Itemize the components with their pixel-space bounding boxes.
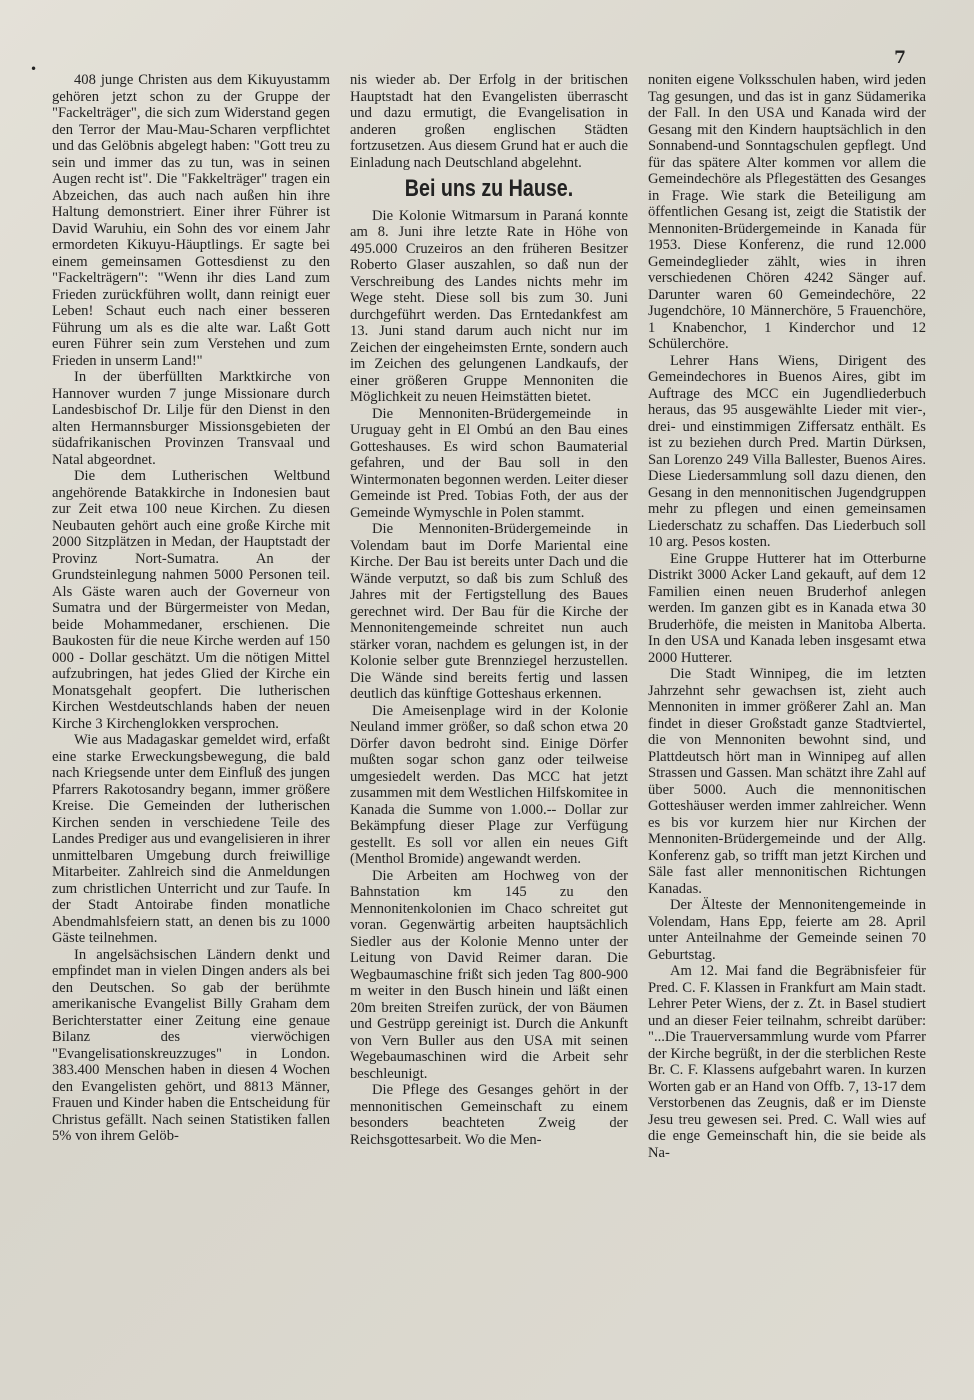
article-paragraph: In der überfüllten Marktkirche von Hannover wurden 7 junge Missionare durch Landesbischof Dr. Lilje für den Dienst in den alten Hermannsburger Missionsgebieten der südafrikanischen Provinzen Transvaal und Natal abgeordnet. — [52, 369, 330, 468]
article-paragraph: Die Mennoniten-Brüdergemeinde in Volendam baut im Dorfe Mariental eine Kirche. Der Bau ist bereits unter Dach und die Wände verputzt, so daß bis zum Schluß des Jahres mit der Fertigstellung des Baues gerechnet wird. Der Bau für die Kirche der Mennonitengemeinde schreitet nun auch stärker voran, nachdem es gelungen ist, in der Kolonie selber gute Brennziegel herzustellen. Die Wände sind bereits fertig und lassen deutlich das künftige Gotteshaus erkennen. — [350, 521, 628, 702]
article-paragraph: Die Stadt Winnipeg, die im letzten Jahrzehnt sehr gewachsen ist, zieht auch Mennoniten in immer größerer Zahl an. Man findet in dieser Großstadt ganze Stadtviertel, die von Mennoniten bewohnt sind, und Plattdeutsch hört man in Winnipeg auf allen Strassen und Gassen. Man schätzt ihre Zahl auf über 5000. Auch die mennonitischen Gotteshäuser werden immer zahlreicher. Wenn es bis vor kurzem hier nur Kirchen der Mennoniten-Brüdergemeinde und der Allg. Konferenz gab, so trifft man jetzt Kirchen und Säle fast aller mennonitischen Richtungen Kanadas. — [648, 666, 926, 897]
article-paragraph: Wie aus Madagaskar gemeldet wird, erfaßt eine starke Erweckungsbewegung, die bald nach Kriegsende unter dem Einfluß des jungen Pfarrers Rakotosandry begann, immer größere Kreise. Die Gemeinden der lutherischen Kirchen senden in verschiedene Teile des Landes Prediger aus und evangelisieren in ihrer unmittelbaren Umgebung durch freiwillige Mitarbeiter. Zahlreich sind die Anmeldungen zum christlichen Unterricht und zur Taufe. In der Stadt Antoirabe finden monatliche Abendmahlsfeiern statt, an denen bis zu 1000 Gäste teilnehmen. — [52, 732, 330, 946]
article-paragraph-continued: nis wieder ab. Der Erfolg in der britischen Hauptstadt hat den Evangelisten überrascht und dazu ermutigt, die Evangelisation in anderen großen englischen Städten fortzusetzen. Aus diesem Grund hat er auch die Einladung nach Deutschland abgelehnt. — [350, 72, 628, 171]
article-paragraph: 408 junge Christen aus dem Kikuyustamm gehören jetzt schon zu der Gruppe der "Fackelträger", die sich zum Widerstand gegen den Terror der Mau-Mau-Scharen verpflichtet und das Gelöbnis abgelegt haben: "Gott treu zu sein und immer das zu tun, was in seinen Augen recht ist". Die "Fakkelträger" tragen ein Abzeichen, das auch nach außen hin ihre Haltung demonstriert. Einer ihrer Führer ist David Waruhiu, ein Sohn des vor einem Jahr ermordeten Kikuyu-Häuptlings. Er sagte bei einem gemeinsamen Gottesdienst zu den "Fackelträgern": "Wenn ihr dies Land zum Frieden zurückführen wollt, dann reinigt euer Leben! Schaut euch nach einer besseren Führung um als es die alte war. Laßt Gott euren Führer sein zum Verstehen und zum Frieden in unserm Land!" — [52, 72, 330, 369]
article-paragraph-continued: noniten eigene Volksschulen haben, wird jeden Tag gesungen, und das ist in ganz Südamerika der Fall. In den USA und Kanada wird der Gesang mit den Kindern hauptsächlich in den Sonnabend-und Sonntagschulen gepflegt. Und für das spätere Alter kommen vor allem die Gemeindechöre als Pflegestätten des Gesanges in Frage. Wie stark die Beteiligung am öffentlichen Gesang ist, zeigt die Statistik der Mennoniten-Brüdergemeinde in Kanada für 1953. Diese Konferenz, die rund 12.000 Gemeindeglieder zählt, wies in ihren verschiedenen Chören 4242 Sänger auf. Darunter waren 60 Gemeindechöre, 22 Jugendchöre, 10 Männerchöre, 5 Frauenchöre, 1 Knabenchor, 1 Kinderchor und 12 Schülerchöre. — [648, 72, 926, 352]
article-paragraph: Die Kolonie Witmarsum in Paraná konnte am 8. Juni ihre letzte Rate in Höhe von 495.000 Cruzeiros an den früheren Besitzer Roberto Glaser auszahlen, so daß nun der Verschreibung des Landes nichts mehr im Wege steht. Diese soll bis zum 30. Juni durchgeführt werden. Das Erntedankfest am 13. Juni stand darum auch nicht nur im Zeichen der eingeheimsten Ernte, sondern auch im Zeichen des gelungenen Landkaufs, der einer größeren Gruppe Mennoniten die Möglichkeit zu neuen Heimstätten bietet. — [350, 207, 628, 405]
column-right — [648, 72, 926, 1382]
article-paragraph: Die Mennoniten-Brüdergemeinde in Uruguay geht in El Ombú an den Bau eines Gotteshauses. Es wird schon Baumaterial gefahren, und der Bau soll in den Wintermonaten begonnen werden. Leiter dieser Gemeinde ist Pred. Tobias Foth, der aus der Gemeinde Wymyschle in Polen stammt. — [350, 405, 628, 521]
article-paragraph: Die Ameisenplage wird in der Kolonie Neuland immer größer, so daß schon etwa 20 Dörfer davon bedroht sind. Einige Dörfer mußten sogar schon ganz oder teilweise umgesiedelt werden. Das MCC hat jetzt zusammen mit dem Westlichen Hilfskomitee in Kanada die Summe von 1.000.-- Dollar zur Bekämpfung dieser Plage zur Verfügung gestellt. Es soll vor allen ein neues Gift (Menthol Bromide) angewandt werden. — [350, 702, 628, 867]
article-columns — [52, 72, 926, 1382]
article-paragraph: Eine Gruppe Hutterer hat im Otterburne Distrikt 3000 Acker Land gekauft, auf dem 12 Familien einen neuen Bruderhof anlegen werden. Im ganzen gibt es in Kanada etwa 30 Bruderhöfe, die meisten in Manitoba Alberta. In den USA und Kanada leben insgesamt etwa 2000 Hutterer. — [648, 550, 926, 666]
page-number: 7 — [894, 48, 906, 68]
article-paragraph: Die dem Lutherischen Weltbund angehörende Batakkirche in Indonesien baut zur Zeit etwa 100 neue Kirchen. Zu diesen Neubauten gehört auch eine große Kirche mit 2000 Sitzplätzen in Medan, der Hauptstadt der Provinz Nort-Sumatra. An der Grundsteinlegung nahmen 5000 Personen teil. Als Gäste waren auch der Governeur von Sumatra und der Bürgermeister von Medan, beide Mohammedaner, erschienen. Die Baukosten für die neue Kirche werden auf 150 000 - Dollar geschätzt. Um die nötigen Mittel aufzubringen, hat jedes Glied der Kirche ein Monatsgehalt geopfert. Die lutherischen Kirchen Westdeutschlands haben der neuen Kirche 3 Kirchenglokken versprochen. — [52, 468, 330, 732]
article-paragraph: Die Arbeiten am Hochweg von der Bahnstation km 145 zu den Mennonitenkolonien im Chaco schreitet gut voran. Gegenwärtig arbeiten hauptsächlich Siedler aus der Kolonie Menno unter der Leitung von David Reimer daran. Die Wegbaumaschine frißt sich jeden Tag 800-900 m weiter in den Busch hinein und läßt einen 20m breiten Streifen zurück, der von Bäumen und Gestrüpp gereinigt ist. Durch die Ankunft von Vern Buller aus den USA mit seinen Wegebaumaschinen wird die Arbeit sehr beschleunigt. — [350, 867, 628, 1082]
column-middle — [350, 72, 628, 1382]
article-paragraph: Der Älteste der Mennonitengemeinde in Volendam, Hans Epp, feierte am 28. April unter Anteilnahme der Gemeinde seinen 70 Geburtstag. — [648, 897, 926, 963]
article-paragraph: Die Pflege des Gesanges gehört in der mennonitischen Gemeinschaft zu einem besonders beachteten Zweig der Reichsgottesarbeit. Wo die Men- — [350, 1082, 628, 1148]
section-heading: Bei uns zu Hause. — [404, 175, 574, 202]
article-paragraph: In angelsächsischen Ländern denkt und empfindet man in vielen Dingen anders als bei den Deutschen. So gab der berühmte amerikanische Evangelist Billy Graham dem Berichterstatter einer Zeitung eine genaue Bilanz des vierwöchigen "Evangelisationskreuzzuges" in London. 383.400 Menschen haben in diesen 4 Wochen den Evangelisten gehört, und 8813 Männer, Frauen und Kinder haben die Entscheidung für Christus gefällt. Nach seinen Statistiken fallen 5% von ihrem Gelöb- — [52, 946, 330, 1144]
article-paragraph: Am 12. Mai fand die Begräbnisfeier für Pred. C. F. Klassen in Frankfurt am Main stadt. Lehrer Peter Wiens, der z. Zt. in Basel studiert und an dieser Feier teilnahm, schreibt darüber: "...Die Trauerversammlung wurde vom Pfarrer der Kirche begrüßt, in der die sterblichen Reste Br. C. F. Klassens aufgebahrt waren. In kurzen Worten gab er an Hand von Offb. 7, 13-17 dem Verstorbenen das Zeugnis, daß er im Dienste Jesu treu gewesen sei. Pred. C. Wall wies auf die enge Gemeinschaft hin, die sie beide als Na- — [648, 963, 926, 1161]
column-left — [52, 72, 330, 1382]
article-paragraph: Lehrer Hans Wiens, Dirigent des Gemeindechores in Buenos Aires, gibt im Auftrage des MCC ein Jugendliederbuch heraus, das 95 ausgewählte Lieder mit vier-, drei- und einstimmigen Ziffersatz enthält. Es ist zu beziehen durch Pred. Martin Dürksen, San Lorenzo 249 Villa Ballester, Buenos Aires. Diese Liedersammlung soll dazu dienen, den Gesang in den mennonitischen Jugendgruppen mehr zu pflegen und einen gemeinsamen Liederschatz zu schaffen. Das Liederbuch soll 10 arg. Pesos kosten. — [648, 352, 926, 550]
bullet-mark: • — [30, 62, 38, 76]
